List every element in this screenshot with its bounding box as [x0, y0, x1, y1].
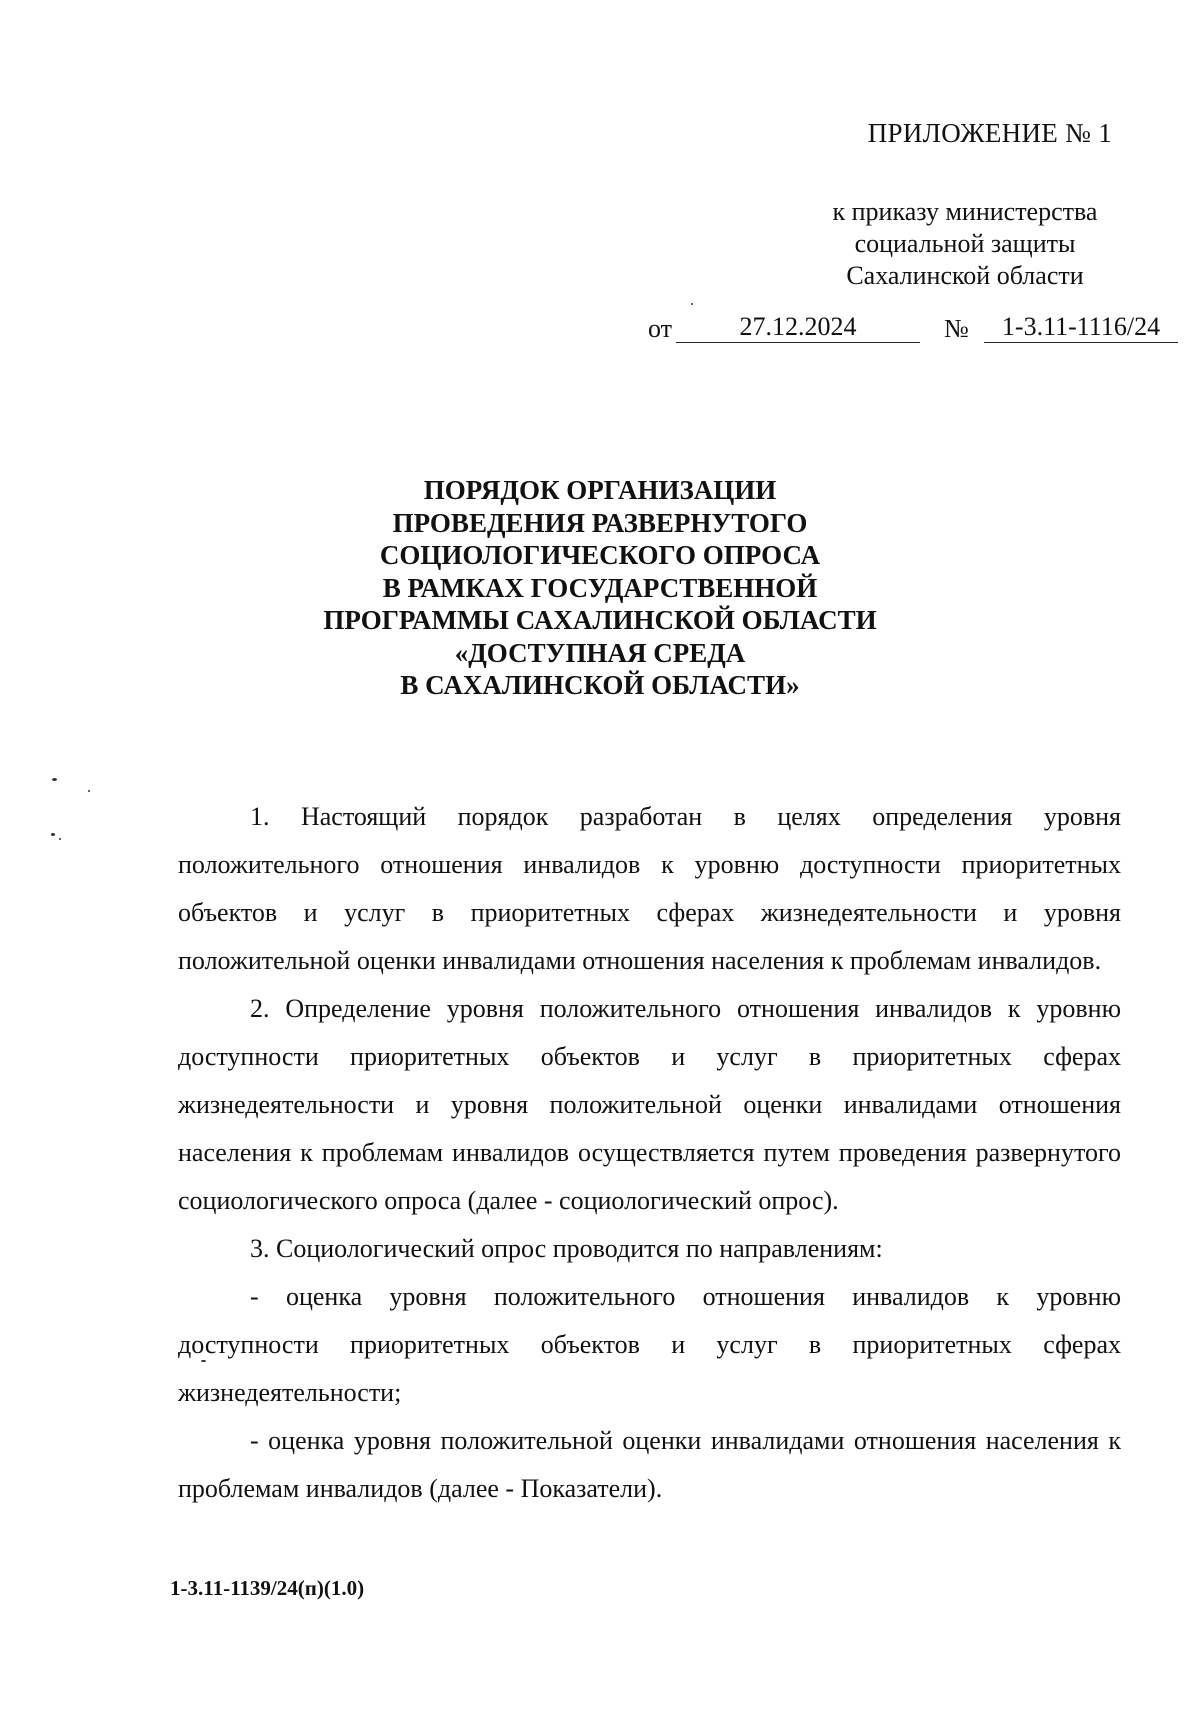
order-reference-line: к приказу министерства — [832, 197, 1098, 226]
scan-speck — [88, 790, 90, 792]
title-line: ПРОВЕДЕНИЯ РАЗВЕРНУТОГО — [392, 507, 808, 538]
order-number: 1-3.11-1116/24 — [984, 308, 1178, 343]
number-sign: № — [944, 314, 969, 343]
title-line: СОЦИОЛОГИЧЕСКОГО ОПРОСА — [379, 540, 821, 570]
title-line: «ДОСТУПНАЯ СРЕДА — [454, 637, 746, 668]
order-reference — [800, 196, 1130, 292]
scan-speck — [691, 303, 693, 305]
appendix-title: ПРИЛОЖЕНИЕ № 1 — [867, 118, 1112, 148]
paragraph-2: 2. Определение уровня положительного отношения инвалидов к уровню доступности приоритетных объектов и услуг в приоритетных сферах жизнедеятельности и уровня положительной оценки инвалидами отношения населения к проблемам инвалидов осуществляется путем проведения развернутого социологического опроса (далее - социологический опрос). — [178, 994, 1121, 1215]
list-item-1: - оценка уровня положительного отношения инвалидов к уровню доступности приоритетных объектов и услуг в приоритетных сферах жизнедеятельности; — [178, 1282, 1121, 1407]
scan-speck — [59, 838, 61, 840]
date-prefix: от — [648, 314, 673, 343]
scan-speck — [51, 833, 55, 836]
title-line: В РАМКАХ ГОСУДАРСТВЕННОЙ — [382, 572, 818, 603]
paragraph-1: 1. Настоящий порядок разработан в целях определения уровня положительного отношения инвалидов к уровню доступности приоритетных объектов и услуг в приоритетных сферах жизнедеятельности и уровня положительной оценки инвалидами отношения населения к проблемам инвалидов. — [178, 802, 1121, 975]
title-line: В САХАЛИНСКОЙ ОБЛАСТИ» — [400, 670, 800, 700]
document-body — [178, 793, 1121, 1513]
title-line: ПРОГРАММЫ САХАЛИНСКОЙ ОБЛАСТИ — [323, 605, 877, 635]
order-date: 27.12.2024 — [676, 308, 920, 343]
document-title — [300, 474, 900, 702]
document-code: 1-3.11-1139/24(п)(1.0) — [170, 1576, 365, 1600]
order-reference-line: Сахалинской области — [846, 261, 1084, 290]
order-reference-line: социальной защиты — [854, 229, 1076, 258]
order-date-number-row — [648, 308, 1178, 348]
list-item-2: - оценка уровня положительной оценки инвалидами отношения населения к проблемам инвалидов (далее - Показатели). — [178, 1426, 1121, 1503]
title-line: ПОРЯДОК ОРГАНИЗАЦИИ — [423, 475, 777, 505]
scan-speck — [201, 1360, 206, 1362]
paragraph-3: 3. Социологический опрос проводится по направлениям: — [250, 1234, 883, 1263]
scan-speck — [52, 778, 57, 781]
